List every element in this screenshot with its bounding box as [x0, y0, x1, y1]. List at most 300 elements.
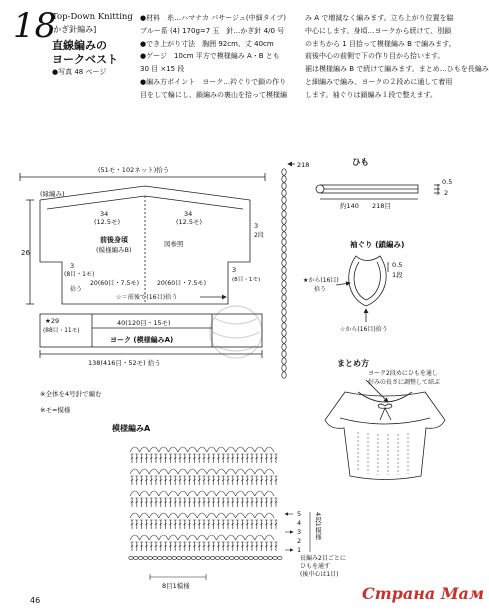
instruction-line: します。袖ぐりは鎖編み１段で整えます。 — [305, 90, 437, 99]
chain-arc-symbol — [216, 513, 226, 518]
double-crochet-symbol — [241, 542, 244, 551]
double-crochet-symbol — [155, 520, 158, 529]
chain-arc-symbol — [264, 535, 274, 540]
bottom-pickup-label: 138(416目・52モ) 拾う — [88, 359, 161, 367]
double-crochet-symbol — [207, 454, 210, 463]
chain-stitch-symbol — [177, 557, 181, 560]
chain-stitch-symbol — [282, 267, 286, 273]
chain-arc-symbol — [159, 469, 169, 474]
double-crochet-symbol — [222, 520, 225, 529]
left-side-measure: 3 — [70, 262, 75, 270]
chain-stitch-symbol — [282, 316, 286, 322]
double-crochet-symbol — [179, 498, 182, 507]
double-crochet-symbol — [188, 476, 191, 485]
double-crochet-symbol — [260, 520, 263, 529]
double-crochet-symbol — [159, 520, 162, 529]
chain-stitch-symbol — [196, 557, 200, 560]
double-crochet-symbol — [207, 520, 210, 529]
chain-arc-symbol — [197, 447, 207, 452]
chain-stitch-symbol — [158, 557, 162, 560]
double-crochet-symbol — [255, 454, 258, 463]
left-side-detail: (8目・1モ) — [64, 271, 95, 278]
chain-arc-symbol — [226, 491, 236, 496]
double-crochet-symbol — [236, 476, 239, 485]
double-crochet-symbol — [275, 520, 278, 529]
double-crochet-symbol — [150, 476, 153, 485]
right-slope-detail: (12.5モ) — [176, 218, 203, 226]
double-crochet-symbol — [236, 542, 239, 551]
chain-stitch-symbol — [268, 557, 272, 560]
instruction-line: ブルー系 (4) 170g=7 玉 針…かぎ針 4/0 号 — [140, 26, 285, 35]
double-crochet-symbol — [145, 542, 148, 551]
chain-stitch-symbol — [282, 225, 286, 231]
double-crochet-symbol — [164, 542, 167, 551]
chain-arc-symbol — [255, 513, 265, 518]
instruction-line: のまちから 1 目拾って模様編み B で編みます。 — [305, 39, 456, 48]
double-crochet-symbol — [227, 476, 230, 485]
site-watermark: Страна Мам — [362, 584, 485, 603]
chain-arc-symbol — [226, 469, 236, 474]
double-crochet-symbol — [275, 454, 278, 463]
cord-thickness: 0.5 — [442, 178, 453, 186]
chain-stitch-symbol — [220, 557, 224, 560]
chain-arc-symbol — [255, 491, 265, 496]
instruction-line: 中心にします。身頃…ヨークから続けて、別鎖 — [305, 26, 452, 35]
double-crochet-symbol — [265, 520, 268, 529]
double-crochet-symbol — [150, 542, 153, 551]
row-number: 3 — [297, 528, 302, 536]
double-crochet-symbol — [140, 542, 143, 551]
double-crochet-symbol — [241, 454, 244, 463]
double-crochet-symbol — [193, 498, 196, 507]
double-crochet-symbol — [164, 498, 167, 507]
chart-title: 模様編みA — [112, 424, 151, 433]
chain-arc-symbol — [264, 491, 274, 496]
double-crochet-symbol — [140, 498, 143, 507]
chain-arc-symbol — [188, 447, 198, 452]
double-crochet-symbol — [155, 476, 158, 485]
chain-arc-symbol — [236, 469, 246, 474]
double-crochet-symbol — [231, 498, 234, 507]
pattern-title-line-1: 直線編みの — [52, 39, 107, 52]
chain-arc-symbol — [130, 491, 140, 496]
chain-arc-symbol — [226, 447, 236, 452]
double-crochet-symbol — [169, 520, 172, 529]
chain-stitch-symbol — [186, 557, 190, 560]
chain-arc-symbol — [236, 491, 246, 496]
double-crochet-symbol — [198, 542, 201, 551]
double-crochet-symbol — [140, 454, 143, 463]
technique-label: [かぎ針編み] — [50, 25, 97, 34]
double-crochet-symbol — [260, 476, 263, 485]
armhole-depth: 0.5 — [392, 261, 403, 269]
right-top-rows: 2段 — [254, 232, 264, 239]
chain-arc-symbol — [178, 447, 188, 452]
double-crochet-symbol — [131, 498, 134, 507]
double-crochet-symbol — [265, 454, 268, 463]
double-crochet-symbol — [179, 476, 182, 485]
row-number: 1 — [297, 546, 302, 554]
chain-arc-symbol — [168, 491, 178, 496]
double-crochet-symbol — [275, 498, 278, 507]
row-number: 5 — [297, 510, 302, 518]
double-crochet-symbol — [246, 476, 249, 485]
double-crochet-symbol — [155, 454, 158, 463]
stitch-chart-a — [129, 447, 282, 559]
chart-note-line-3: (後中心は1目) — [300, 571, 339, 578]
chain-stitch-symbol — [244, 557, 248, 560]
chain-stitch-symbol — [191, 557, 195, 560]
chain-stitch-symbol — [225, 557, 229, 560]
double-crochet-symbol — [246, 498, 249, 507]
chain-arc-symbol — [149, 513, 159, 518]
chain-arc-symbol — [140, 513, 150, 518]
chain-stitch-symbol — [282, 176, 286, 182]
double-crochet-symbol — [203, 454, 206, 463]
side-chain-stitches — [282, 169, 286, 378]
chain-arc-symbol — [188, 491, 198, 496]
double-crochet-symbol — [188, 520, 191, 529]
double-crochet-symbol — [241, 476, 244, 485]
chain-stitch-symbol — [282, 302, 286, 308]
double-crochet-symbol — [227, 498, 230, 507]
double-crochet-symbol — [169, 454, 172, 463]
double-crochet-symbol — [164, 476, 167, 485]
double-crochet-symbol — [265, 476, 268, 485]
double-crochet-symbol — [217, 520, 220, 529]
chain-arc-symbol — [130, 447, 140, 452]
double-crochet-symbol — [255, 520, 258, 529]
chain-arc-symbol — [140, 535, 150, 540]
chain-stitch-symbol — [282, 218, 286, 224]
double-crochet-symbol — [236, 498, 239, 507]
chain-arc-symbol — [216, 491, 226, 496]
chain-stitch-symbol — [172, 557, 176, 560]
yoke-width-measure: 40(120目・15モ) — [117, 319, 171, 327]
instruction-line: ●でき上がり寸法 胸囲 92cm、丈 40cm — [140, 39, 274, 48]
chain-arc-symbol — [197, 469, 207, 474]
photo-reference: ●写真 48 ページ — [52, 68, 107, 76]
chain-stitch-symbol — [254, 557, 258, 560]
chain-arc-symbol — [149, 469, 159, 474]
chain-length-label: 218 — [297, 161, 310, 169]
chain-arc-symbol — [159, 513, 169, 518]
double-crochet-symbol — [212, 498, 215, 507]
note-hook-size: ※全体を4号針で編む — [40, 390, 102, 398]
double-crochet-symbol — [207, 476, 210, 485]
armhole-diagram — [336, 256, 388, 322]
chain-stitch-symbol — [282, 358, 286, 364]
chain-stitch-symbol — [282, 246, 286, 252]
chain-stitch-symbol — [282, 260, 286, 266]
yoke-side-detail: (88目・11モ) — [43, 328, 80, 334]
double-crochet-symbol — [217, 454, 220, 463]
double-crochet-symbol — [217, 476, 220, 485]
left-pickup-label: 拾う — [70, 286, 83, 293]
chain-arc-symbol — [264, 469, 274, 474]
double-crochet-symbol — [183, 542, 186, 551]
left-slope-measure: 34 — [100, 210, 109, 218]
body-name: 前後身頃 — [100, 236, 128, 244]
vest-outline — [325, 392, 445, 480]
chain-stitch-symbol — [282, 365, 286, 371]
double-crochet-symbol — [260, 498, 263, 507]
double-crochet-symbol — [241, 498, 244, 507]
page-number: 46 — [30, 596, 41, 605]
note-abbreviation: ※モ=模様 — [40, 406, 71, 414]
right-slope-measure: 34 — [184, 210, 193, 218]
left-width-measure: 20(60目・7.5モ) — [90, 280, 139, 287]
double-crochet-symbol — [179, 520, 182, 529]
finishing-note-line-2: 好みの長さに調整して結ぶ — [368, 379, 441, 386]
double-crochet-symbol — [198, 454, 201, 463]
chain-stitch-symbol — [273, 557, 277, 560]
double-crochet-symbol — [174, 520, 177, 529]
chain-stitch-symbol — [201, 557, 205, 560]
chain-arc-symbol — [168, 447, 178, 452]
chain-arc-symbol — [255, 447, 265, 452]
chain-arc-symbol — [140, 469, 150, 474]
chain-stitch-symbol — [282, 372, 286, 378]
double-crochet-symbol — [222, 476, 225, 485]
double-crochet-symbol — [131, 454, 134, 463]
chain-arc-symbol — [255, 469, 265, 474]
chain-arc-symbol — [159, 491, 169, 496]
double-crochet-symbol — [193, 476, 196, 485]
chain-stitch-symbol — [162, 557, 166, 560]
chain-stitch-symbol — [134, 557, 138, 560]
body-stitch: (模様編みB) — [96, 246, 132, 254]
chain-stitch-symbol — [215, 557, 219, 560]
chain-stitch-symbol — [282, 337, 286, 343]
chain-stitch-symbol — [282, 239, 286, 245]
row-repeat-label: 4段1模様 — [314, 512, 322, 540]
instruction-line: 前後中心の前側で下の作り目から拾います。 — [305, 52, 445, 61]
chain-arc-symbol — [207, 447, 217, 452]
double-crochet-symbol — [183, 476, 186, 485]
chain-stitch-symbol — [282, 190, 286, 196]
chain-stitch-symbol — [167, 557, 171, 560]
edging-label: (縁編み) — [40, 190, 65, 198]
double-crochet-symbol — [188, 454, 191, 463]
instruction-line: 目をして輪にし、鎖編みの裏山を拾って模様編 — [140, 90, 287, 99]
chain-arc-symbol — [140, 447, 150, 452]
chain-arc-symbol — [245, 513, 255, 518]
double-crochet-symbol — [135, 520, 138, 529]
double-crochet-symbol — [135, 498, 138, 507]
double-crochet-symbol — [222, 454, 225, 463]
chain-stitch-symbol — [282, 309, 286, 315]
chain-arc-symbol — [207, 513, 217, 518]
chart-annotations — [150, 512, 310, 580]
chain-stitch-symbol — [234, 557, 238, 560]
chain-arc-symbol — [168, 469, 178, 474]
double-crochet-symbol — [255, 476, 258, 485]
double-crochet-symbol — [174, 476, 177, 485]
chain-arc-symbol — [236, 447, 246, 452]
chain-arc-symbol — [255, 535, 265, 540]
chain-stitch-symbol — [282, 323, 286, 329]
double-crochet-symbol — [203, 542, 206, 551]
double-crochet-symbol — [159, 498, 162, 507]
right-side-measure: 3 — [232, 266, 237, 274]
double-crochet-symbol — [270, 520, 273, 529]
chain-stitch-symbol — [206, 557, 210, 560]
chain-stitch-symbol — [282, 183, 286, 189]
chain-stitch-symbol — [282, 351, 286, 357]
double-crochet-symbol — [251, 498, 254, 507]
armhole-from-star: ★から(16目) — [303, 277, 339, 284]
left-slope-detail: (12.5モ) — [94, 218, 121, 226]
chain-arc-symbol — [178, 535, 188, 540]
chain-stitch-symbol — [143, 557, 147, 560]
chain-stitch-symbol — [210, 557, 214, 560]
chain-arc-symbol — [149, 447, 159, 452]
double-crochet-symbol — [241, 520, 244, 529]
chain-stitch-symbol — [282, 204, 286, 210]
chain-arc-symbol — [178, 469, 188, 474]
finished-vest-drawing — [325, 380, 445, 480]
chain-arc-symbol — [178, 491, 188, 496]
chain-stitch-symbol — [282, 169, 286, 175]
chain-arc-symbol — [188, 469, 198, 474]
double-crochet-symbol — [145, 476, 148, 485]
double-crochet-symbol — [227, 542, 230, 551]
yoke-side-measure: ★29 — [45, 317, 60, 325]
double-crochet-symbol — [169, 542, 172, 551]
double-crochet-symbol — [212, 454, 215, 463]
chain-arc-symbol — [207, 535, 217, 540]
right-width-measure: 20(60目・7.5モ) — [157, 280, 206, 287]
row-number: 2 — [297, 537, 302, 545]
double-crochet-symbol — [227, 454, 230, 463]
chain-arc-symbol — [188, 513, 198, 518]
double-crochet-symbol — [145, 498, 148, 507]
double-crochet-symbol — [179, 542, 182, 551]
double-crochet-symbol — [236, 454, 239, 463]
double-crochet-symbol — [203, 498, 206, 507]
repeat-label: 8目1模様 — [162, 582, 190, 590]
double-crochet-symbol — [131, 520, 134, 529]
chain-stitch-symbol — [129, 557, 133, 560]
chain-stitch-symbol — [249, 557, 253, 560]
double-crochet-symbol — [135, 476, 138, 485]
cord-stitches: 218目 — [372, 202, 391, 210]
chain-stitch-symbol — [282, 211, 286, 217]
double-crochet-symbol — [227, 520, 230, 529]
cord-width: 2 — [444, 189, 449, 197]
double-crochet-symbol — [145, 520, 148, 529]
double-crochet-symbol — [159, 476, 162, 485]
double-crochet-symbol — [183, 454, 186, 463]
chain-arc-symbol — [130, 469, 140, 474]
double-crochet-symbol — [231, 454, 234, 463]
chain-stitch-symbol — [282, 232, 286, 238]
cord-title: ひも — [352, 158, 370, 168]
chain-arc-symbol — [264, 513, 274, 518]
double-crochet-symbol — [150, 520, 153, 529]
double-crochet-symbol — [193, 542, 196, 551]
double-crochet-symbol — [251, 476, 254, 485]
chain-stitch-symbol — [278, 557, 282, 560]
chain-arc-symbol — [226, 535, 236, 540]
double-crochet-symbol — [140, 520, 143, 529]
chain-stitch-symbol — [182, 557, 186, 560]
double-crochet-symbol — [203, 520, 206, 529]
double-crochet-symbol — [270, 476, 273, 485]
cord-end — [316, 185, 324, 193]
chain-arc-symbol — [236, 513, 246, 518]
double-crochet-symbol — [198, 498, 201, 507]
double-crochet-symbol — [246, 542, 249, 551]
double-crochet-symbol — [135, 542, 138, 551]
chain-arc-symbol — [159, 535, 169, 540]
armhole-title: 袖ぐり (鎖編み) — [350, 240, 405, 249]
double-crochet-symbol — [270, 542, 273, 551]
chart-note-line-1: 長編み2目ごとに — [300, 555, 346, 562]
double-crochet-symbol — [131, 476, 134, 485]
double-crochet-symbol — [155, 498, 158, 507]
double-crochet-symbol — [217, 542, 220, 551]
instruction-line: ●材料 糸…ハマナカ パサージュ(中細タイプ) — [140, 14, 287, 22]
chain-arc-symbol — [226, 513, 236, 518]
chain-arc-symbol — [168, 513, 178, 518]
double-crochet-symbol — [174, 498, 177, 507]
chain-stitch-symbol — [282, 197, 286, 203]
double-crochet-symbol — [222, 498, 225, 507]
chain-arc-symbol — [149, 491, 159, 496]
double-crochet-symbol — [236, 520, 239, 529]
pickup-note: ☆＝前後で(16目)拾う — [116, 294, 178, 301]
chain-stitch-symbol — [282, 253, 286, 259]
armhole-from-white-star: ☆から(16目)拾う — [340, 326, 388, 333]
chain-arc-symbol — [236, 535, 246, 540]
chain-stitch-symbol — [282, 295, 286, 301]
height-measure: 26 — [21, 249, 30, 257]
double-crochet-symbol — [255, 498, 258, 507]
chain-arc-symbol — [188, 535, 198, 540]
chain-stitch-symbol — [282, 281, 286, 287]
chain-arc-symbol — [216, 469, 226, 474]
chain-stitch-symbol — [282, 344, 286, 350]
chain-arc-symbol — [149, 535, 159, 540]
double-crochet-symbol — [260, 542, 263, 551]
double-crochet-symbol — [246, 520, 249, 529]
chain-arc-symbol — [207, 491, 217, 496]
double-crochet-symbol — [179, 454, 182, 463]
chain-stitch-symbol — [282, 274, 286, 280]
double-crochet-symbol — [265, 542, 268, 551]
double-crochet-symbol — [164, 520, 167, 529]
cord-length: 約140 — [340, 202, 359, 210]
chain-arc-symbol — [197, 535, 207, 540]
chain-stitch-symbol — [148, 557, 152, 560]
chain-stitch-symbol — [239, 557, 243, 560]
right-side-detail: (8目・1モ) — [232, 277, 261, 283]
chain-arc-symbol — [130, 535, 140, 540]
double-crochet-symbol — [188, 542, 191, 551]
chain-arc-symbol — [178, 513, 188, 518]
double-crochet-symbol — [222, 542, 225, 551]
chain-stitch-symbol — [138, 557, 142, 560]
chart-note-line-2: ひもを通す — [300, 563, 331, 570]
finishing-title: まとめ方 — [337, 359, 369, 368]
double-crochet-symbol — [275, 476, 278, 485]
chain-stitch-symbol — [282, 330, 286, 336]
double-crochet-symbol — [255, 542, 258, 551]
double-crochet-symbol — [193, 454, 196, 463]
double-crochet-symbol — [251, 454, 254, 463]
